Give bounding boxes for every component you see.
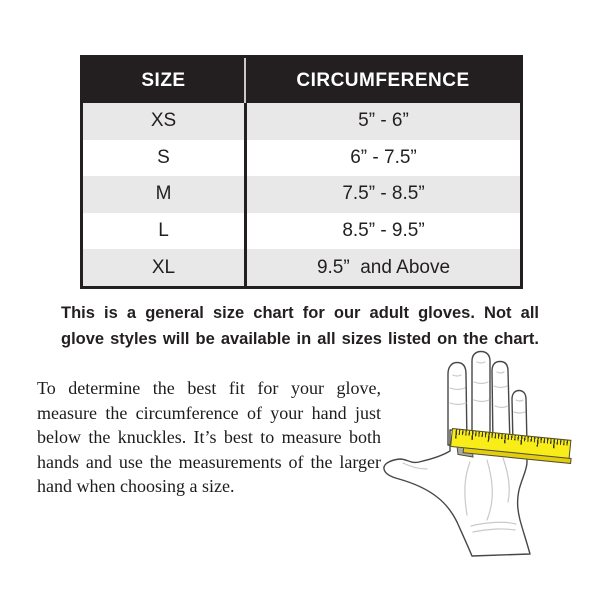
instruction-line: measure the circumference of your hand just: [37, 402, 381, 423]
size-cell: S: [157, 146, 170, 168]
table-row: [83, 176, 520, 213]
chart-note-paragraph: [61, 300, 539, 352]
size-cell: XL: [151, 256, 176, 278]
size-cell: L: [158, 220, 169, 242]
table-header-row: [83, 58, 520, 103]
size-cell: XS: [150, 110, 177, 132]
circumference-cell: 8.5” - 9.5”: [244, 213, 520, 250]
header-circumference: CIRCUMFERENCE: [244, 58, 520, 103]
table-row: [83, 213, 520, 250]
chart-note-line: glove styles will be available in all sizes listed on the chart.: [61, 330, 539, 348]
table-row: [83, 249, 520, 286]
chart-note-line: This is a general size chart for our adult gloves. Not all: [61, 304, 539, 322]
circumference-cell: 9.5” and Above: [244, 249, 520, 286]
instruction-line: To determine the best fit for your glove,: [37, 378, 381, 398]
circumference-cell: 5” - 6”: [244, 103, 520, 140]
header-size: SIZE: [141, 69, 186, 91]
measuring-instructions-paragraph: [37, 376, 381, 499]
circumference-cell: 6” - 7.5”: [244, 140, 520, 177]
instruction-line: hand when choosing a size.: [37, 476, 235, 496]
size-chart-table: [80, 55, 523, 289]
instruction-line: hands and use the measurements of the larger: [37, 451, 381, 472]
size-cell: M: [155, 183, 172, 205]
instruction-line: below the knuckles. It’s best to measure both: [37, 427, 381, 447]
table-row: [83, 103, 520, 140]
circumference-cell: 7.5” - 8.5”: [244, 176, 520, 213]
table-row: [83, 140, 520, 177]
